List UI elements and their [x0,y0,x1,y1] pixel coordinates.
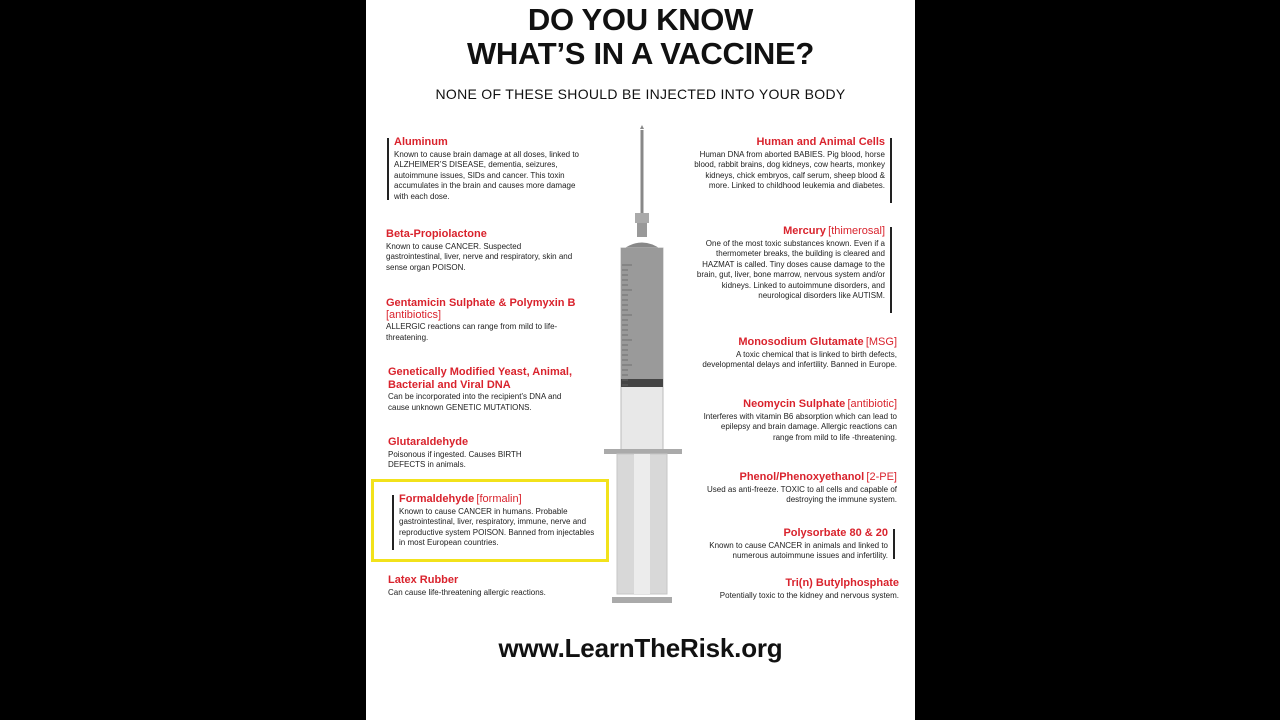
ingredient-tag: [MSG] [865,336,897,348]
ingredient-name: Gentamicin Sulphate & Polymyxin B [386,297,576,309]
ingredient-name: Formaldehyde [399,493,475,505]
poster-subtitle: NONE OF THESE SHOULD BE INJECTED INTO YOUR BODY [435,86,846,102]
ingredient-name: Genetically Modified Yeast, Animal, Bacterial and Viral DNA [388,366,573,391]
divider-bar [392,495,394,550]
syringe-icon [604,125,684,610]
ingredient-human-animal-cells [688,136,885,192]
divider-bar [890,138,892,203]
ingredient-name: Human and Animal Cells [756,136,885,148]
divider-bar [387,138,389,200]
ingredient-description: A toxic chemical that is linked to birth defects, developmental delays and infertility. Banned in Europe. [702,349,897,369]
ingredient-tag: [thimerosal] [828,225,885,237]
ingredient-name: Aluminum [394,136,448,148]
ingredient-tag: [antibiotics] [386,308,442,321]
ingredient-name: Phenol/Phenoxyethanol [739,471,865,483]
ingredient-msg [702,336,897,371]
ingredient-description: Can cause life-threatening allergic reactions. [388,587,546,597]
ingredient-tag: [antibiotic] [847,398,897,410]
ingredient-phenol [702,471,897,506]
ingredient-description: Known to cause brain damage at all doses, linked to ALZHEIMER’S DISEASE, dementia, seizures, autoimmune issues, SIDs and cancer. This toxin accumulates in the brain and causes more damage with each dose. [394,149,580,201]
ingredient-formaldehyde [399,493,599,549]
ingredient-gmo-dna [388,366,578,413]
ingredient-description: Can be incorporated into the recipient’s DNA and cause unknown GENETIC MUTATIONS. [388,392,562,412]
ingredient-description: Potentially toxic to the kidney and nervous system. [719,590,899,600]
ingredient-name: Neomycin Sulphate [743,398,846,410]
ingredient-tag: [2-PE] [866,471,897,483]
ingredient-tag: [formalin] [476,493,522,505]
ingredient-aluminum [394,136,584,202]
ingredient-beta-propiolactone [386,228,578,273]
ingredient-name: Monosodium Glutamate [738,336,864,348]
ingredient-description: Known to cause CANCER in animals and linked to numerous autoimmune issues and infertility. [709,540,888,560]
ingredient-description: One of the most toxic substances known. Even if a thermometer breaks, the building is cleared and HAZMAT is called. Tiny doses cause damage to the brain, gut, liver, bone marrow, nervous system and/or kidneys. Linked to autoimmune disorders, and neurological disorders like AUTISM. [696,238,885,300]
ingredient-gentamicin [386,297,576,343]
website-url: www.LearnTheRisk.org [498,633,783,663]
ingredient-name: Polysorbate 80 & 20 [783,527,888,539]
ingredient-description: Known to cause CANCER. Suspected gastrointestinal, liver, nerve and respiratory, skin and sense organ POISON. [386,241,573,272]
poster-title-line1: DO YOU KNOW [527,2,754,37]
ingredient-name: Beta-Propiolactone [386,228,487,240]
ingredient-glutaraldehyde [388,436,558,471]
ingredient-butylphosphate [692,577,899,601]
divider-bar [890,227,892,313]
ingredient-description: Known to cause CANCER in humans. Probable gastrointestinal, liver, respiratory, immune, nerve and reproductive system POISON. Banned from injectables in most European countries. [399,506,595,547]
poster-title-line2: WHAT’S IN A VACCINE? [466,36,815,71]
ingredient-description: Used as anti-freeze. TOXIC to all cells and capable of destroying the immune system. [706,484,897,504]
ingredient-neomycin [702,398,897,443]
vaccine-poster [366,0,915,720]
divider-bar [893,529,895,559]
ingredient-description: ALLERGIC reactions can range from mild to life-threatening. [386,322,558,342]
ingredient-name: Mercury [783,225,826,237]
ingredient-latex-rubber [388,574,588,598]
ingredient-name: Glutaraldehyde [388,436,469,448]
ingredient-description: Poisonous if ingested. Causes BIRTH DEFECTS in animals. [388,449,522,469]
ingredient-description: Interferes with vitamin B6 absorption which can lead to epilepsy and brain damage. Allergic reactions can range from mild to life -threatening. [703,411,897,442]
ingredient-name: Latex Rubber [388,574,459,586]
ingredient-name: Tri(n) Butylphosphate [785,577,899,589]
ingredient-description: Human DNA from aborted BABIES. Pig blood, horse blood, rabbit brains, dog kidneys, cow hearts, monkey kidneys, chick embryos, calf serum, sheep blood & more. Linked to childhood leukemia and diabetes. [694,149,885,190]
ingredient-mercury [688,225,885,302]
ingredient-polysorbate [688,527,888,562]
